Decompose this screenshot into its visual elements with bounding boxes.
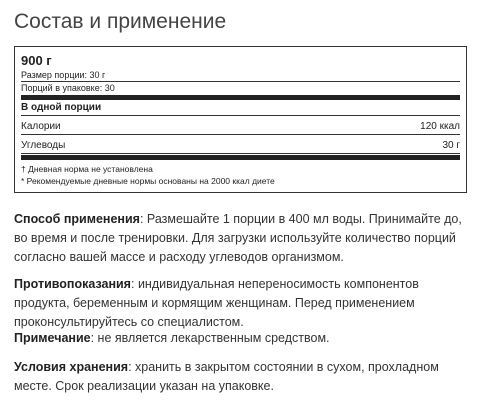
nutrient-row-calories (21, 116, 460, 135)
page-title: Состав и применение (14, 10, 227, 33)
note-label: Примечание (14, 331, 91, 345)
nutrient-amount: 30 г (442, 140, 460, 151)
note-separator: : (90, 331, 98, 345)
storage-text: хранить в закрытом состоянии в сухом, прохладном месте. Срок реализации указан на упаковке. (14, 360, 439, 393)
usage-text: Размешайте 1 порции в 400 мл воды. Принимайте до, во время и после тренировки. Для загрузки используйте количество порций согласно вашей массе и расходу углеводов организмом. (14, 212, 462, 264)
note-text: не является лекарственным средством. (97, 331, 330, 345)
nutrition-facts-panel (14, 46, 467, 193)
nutrient-amount: 120 ккал (420, 121, 460, 132)
storage-paragraph (14, 358, 474, 396)
footnote-diet-basis: * Рекомендуемые дневные нормы основаны на 2000 ккал диете (21, 176, 275, 186)
nutrient-name: Калории (21, 121, 61, 132)
storage-separator: : (128, 360, 136, 374)
contraindications-text: индивидуальная непереносимость компонентов продукта, беременным и кормящим женщинам. Перед применением проконсультируйтесь со специалистом. (14, 277, 419, 329)
per-serving-header: В одной порции (21, 100, 460, 116)
nutrient-row-carbs (21, 135, 460, 154)
package-size: 900 г (21, 53, 52, 68)
nutrient-name: Углеводы (21, 140, 66, 151)
note-paragraph (14, 329, 474, 348)
contraindications-paragraph (14, 275, 474, 332)
contraindications-separator: : (130, 277, 138, 291)
servings-per-container: Порций в упаковке: 30 (21, 83, 115, 93)
footnote-daily-value: † Дневная норма не установлена (21, 164, 153, 174)
usage-separator: : (139, 212, 147, 226)
usage-paragraph (14, 210, 474, 267)
contraindications-label: Противопоказания (14, 277, 131, 291)
thick-divider (21, 155, 460, 160)
storage-label: Условия хранения (14, 360, 129, 374)
usage-label: Способ применения (14, 212, 140, 226)
serving-size: Размер порции: 30 г (21, 69, 460, 82)
